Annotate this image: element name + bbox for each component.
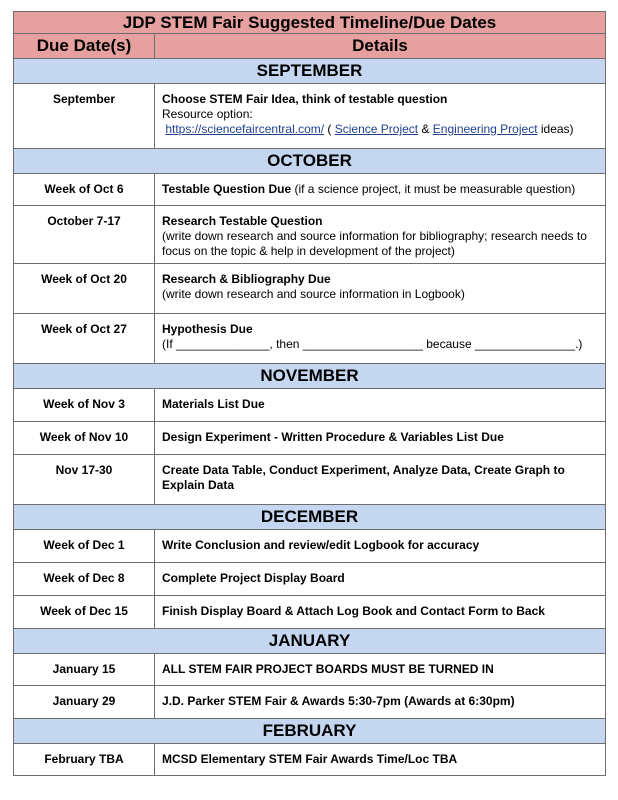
task-title: J.D. Parker STEM Fair & Awards 5:30-7pm (Awards at 6:30pm) — [162, 694, 515, 708]
month-label: SEPTEMBER — [14, 59, 606, 84]
table-row — [14, 314, 606, 364]
due-date: Week of Nov 3 — [14, 389, 155, 422]
details-cell — [155, 422, 606, 455]
table-row — [14, 563, 606, 596]
task-title: MCSD Elementary STEM Fair Awards Time/Loc TBA — [162, 752, 458, 766]
month-row-september — [14, 59, 606, 84]
month-label: FEBRUARY — [14, 719, 606, 744]
details-cell — [155, 264, 606, 314]
due-date: Nov 17-30 — [14, 455, 155, 505]
due-date: January 15 — [14, 654, 155, 686]
header-row — [14, 34, 606, 59]
due-date: Week of Nov 10 — [14, 422, 155, 455]
table-row — [14, 596, 606, 629]
resource-open-paren: ( — [324, 122, 335, 136]
task-title: Testable Question Due — [162, 182, 292, 196]
task-title: ALL STEM FAIR PROJECT BOARDS MUST BE TURNED IN — [162, 662, 494, 676]
details-cell — [155, 206, 606, 264]
task-note: (If ______________, then __________________ because _______________.) — [162, 337, 583, 351]
due-date: Week of Dec 8 — [14, 563, 155, 596]
header-details: Details — [155, 34, 606, 59]
details-cell — [155, 686, 606, 719]
details-cell — [155, 84, 606, 149]
table-row — [14, 264, 606, 314]
month-label: NOVEMBER — [14, 364, 606, 389]
table-row — [14, 455, 606, 505]
due-date: Week of Oct 6 — [14, 174, 155, 206]
resource-url-link[interactable]: https://sciencefaircentral.com/ — [165, 122, 325, 136]
table-row — [14, 686, 606, 719]
table-row — [14, 389, 606, 422]
table-row — [14, 744, 606, 776]
table-row — [14, 530, 606, 563]
month-row-february — [14, 719, 606, 744]
due-date: Week of Oct 20 — [14, 264, 155, 314]
task-note: (if a science project, it must be measurable question) — [291, 182, 576, 196]
task-title: Choose STEM Fair Idea, think of testable question — [162, 92, 448, 106]
month-row-october — [14, 149, 606, 174]
task-title: Create Data Table, Conduct Experiment, Analyze Data, Create Graph to Explain Data — [162, 463, 565, 492]
month-row-december — [14, 505, 606, 530]
due-date: Week of Oct 27 — [14, 314, 155, 364]
science-project-link[interactable]: Science Project — [334, 122, 419, 136]
resource-label: Resource option: — [162, 107, 253, 121]
details-cell — [155, 455, 606, 505]
table-row — [14, 84, 606, 149]
table-row — [14, 654, 606, 686]
details-cell — [155, 654, 606, 686]
due-date: January 29 — [14, 686, 155, 719]
resource-ampersand: & — [418, 122, 433, 136]
header-due-dates: Due Date(s) — [14, 34, 155, 59]
task-title: Write Conclusion and review/edit Logbook for accuracy — [162, 538, 480, 552]
timeline-table — [13, 11, 606, 776]
due-date: Week of Dec 1 — [14, 530, 155, 563]
resource-tail: ideas) — [537, 122, 574, 136]
table-row — [14, 174, 606, 206]
task-title: Hypothesis Due — [162, 322, 253, 336]
details-cell — [155, 389, 606, 422]
due-date: September — [14, 84, 155, 149]
task-title: Complete Project Display Board — [162, 571, 345, 585]
task-title: Research Testable Question — [162, 214, 323, 228]
task-title: Finish Display Board & Attach Log Book and Contact Form to Back — [162, 604, 545, 618]
due-date: October 7-17 — [14, 206, 155, 264]
due-date: February TBA — [14, 744, 155, 776]
details-cell — [155, 530, 606, 563]
task-title: Materials List Due — [162, 397, 265, 411]
task-note: (write down research and source information in Logbook) — [162, 287, 465, 301]
month-row-november — [14, 364, 606, 389]
details-cell — [155, 596, 606, 629]
task-title: Design Experiment - Written Procedure & Variables List Due — [162, 430, 504, 444]
due-date: Week of Dec 15 — [14, 596, 155, 629]
month-row-january — [14, 629, 606, 654]
table-row — [14, 206, 606, 264]
details-cell — [155, 174, 606, 206]
page-title: JDP STEM Fair Suggested Timeline/Due Dates — [14, 12, 606, 34]
task-note: (write down research and source information for bibliography; research needs to focus on the topic & help in development of the project) — [162, 229, 587, 258]
details-cell — [155, 744, 606, 776]
month-label: DECEMBER — [14, 505, 606, 530]
month-label: OCTOBER — [14, 149, 606, 174]
task-title: Research & Bibliography Due — [162, 272, 331, 286]
details-cell — [155, 563, 606, 596]
table-row — [14, 422, 606, 455]
engineering-project-link[interactable]: Engineering Project — [432, 122, 538, 136]
title-row — [14, 12, 606, 34]
details-cell — [155, 314, 606, 364]
month-label: JANUARY — [14, 629, 606, 654]
